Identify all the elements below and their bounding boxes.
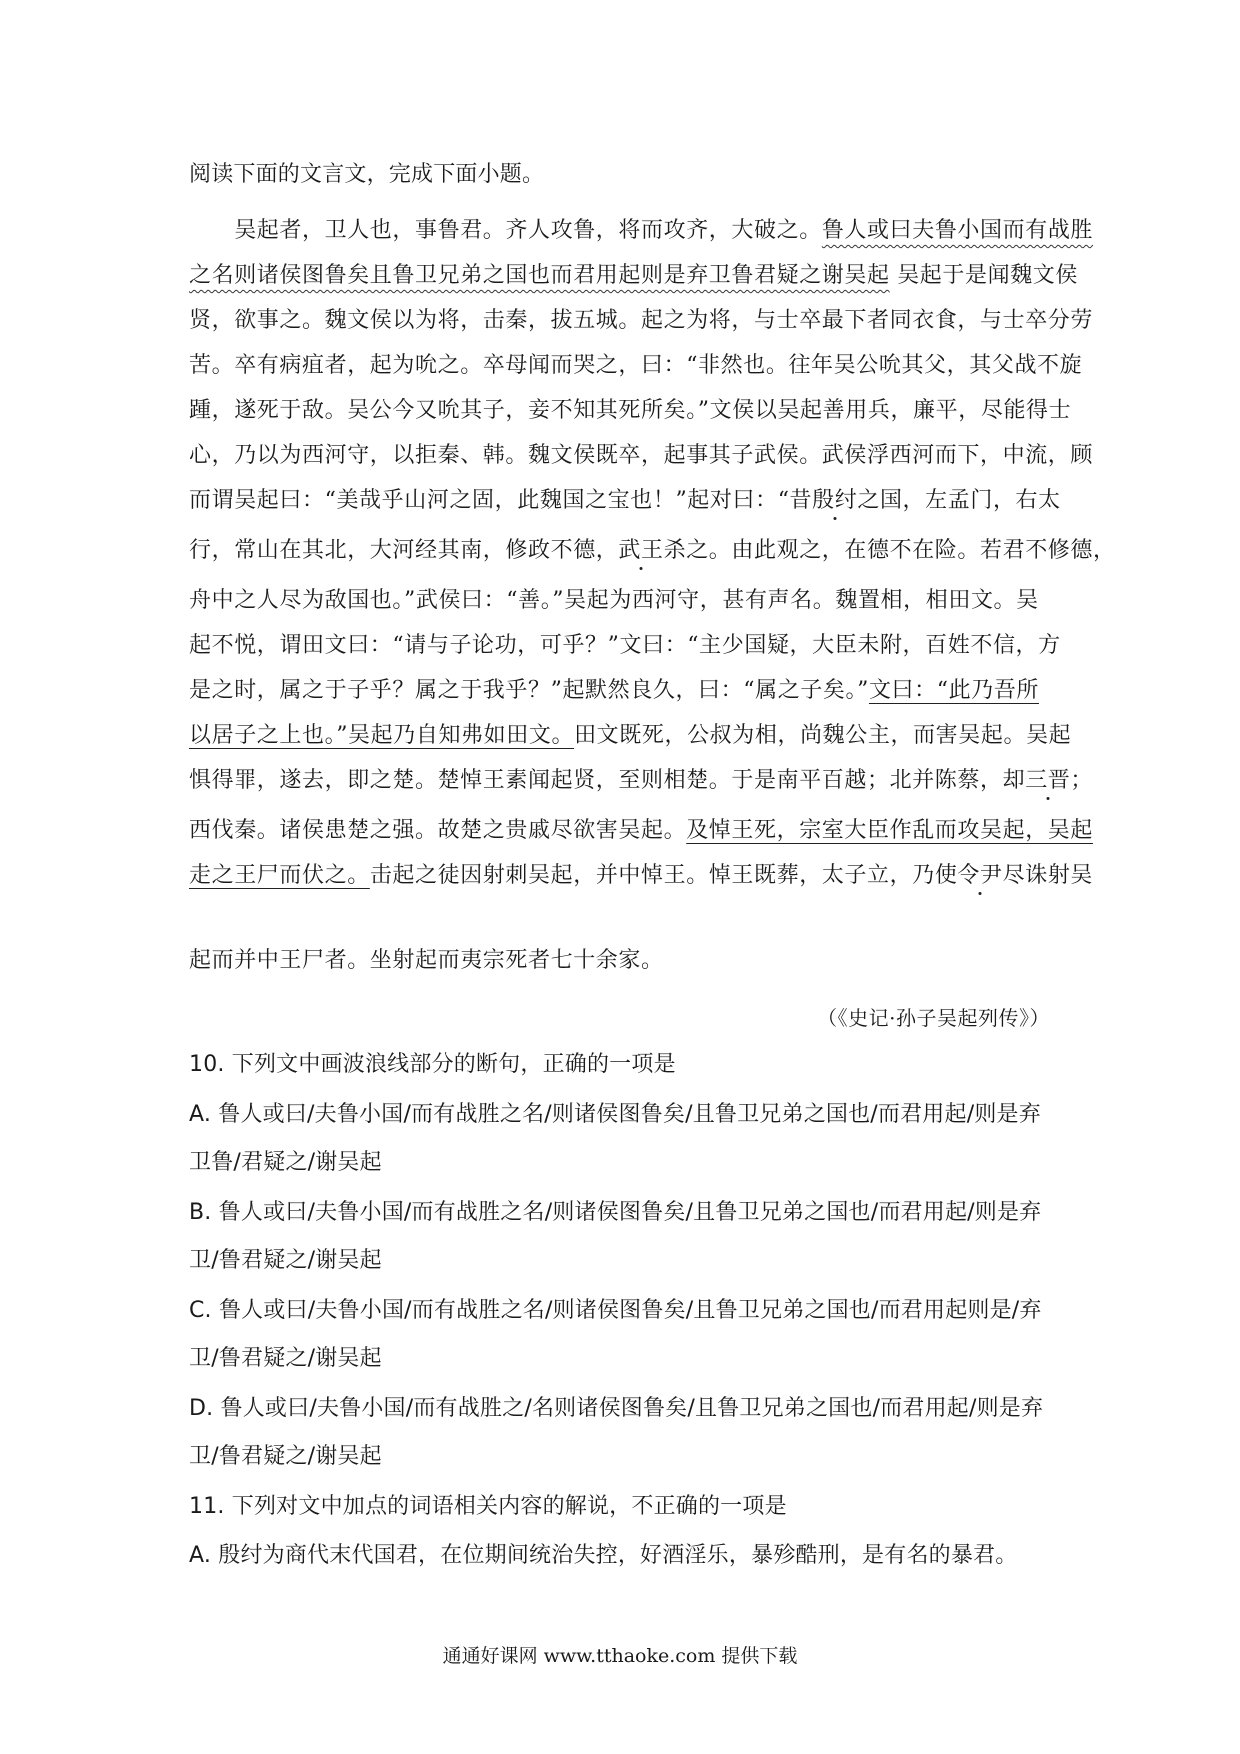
passage-line	[189, 261, 1078, 291]
passage-line: 起不悦，谓田文曰：“请与子论功，可乎？”文曰：“主少国疑，大臣未附，百姓不信，方	[189, 633, 1061, 658]
page-footer: 通通好课网 www.tthaoke.com 提供下载	[442, 1645, 798, 1667]
dotted-term: 令尹	[957, 863, 1003, 888]
passage-text: 惧得罪，遂去，即之楚。楚悼王素闻起贤，至则相楚。于是南平百越；北并陈蔡，却	[189, 768, 1026, 793]
passage-line: 舟中之人尽为敌国也。”武侯曰：“善。”吴起为西河守，甚有声名。魏置相，相田文。吴	[189, 588, 1039, 613]
option-c-continued: 卫/鲁君疑之/谢吴起	[189, 1346, 382, 1371]
passage-line	[189, 861, 1093, 891]
dotted-term: 武王	[618, 538, 664, 563]
underlined-sentence: 以居子之上也。”吴起乃自知弗如田文。	[189, 723, 575, 748]
dotted-term: 殷纣	[812, 488, 858, 513]
underlined-sentence: 及悼王死，宗室大臣作乱而攻吴起，吴起	[686, 818, 1094, 843]
passage-text: 吴起于是闻魏文侯	[889, 263, 1079, 288]
underlined-sentence: 文曰：“此乃吾所	[868, 678, 1040, 703]
passage-line	[189, 216, 1093, 246]
option-a: A. 殷纣为商代末代国君，在位期间统治失控，好酒淫乐，暴殄酷刑，是有名的暴君。	[189, 1543, 1018, 1568]
passage-line	[189, 816, 1093, 846]
option-d-continued: 卫/鲁君疑之/谢吴起	[189, 1444, 382, 1469]
question-stem: 11. 下列对文中加点的词语相关内容的解说，不正确的一项是	[189, 1494, 787, 1519]
passage-line	[189, 676, 1039, 706]
passage-text: 之国，左孟门，右太	[857, 488, 1061, 513]
wavy-underlined-text: 之名则诸侯图鲁矣且鲁卫兄弟之国也而君用起则是弃卫鲁君疑之谢吴起	[189, 263, 890, 288]
passage-text: 而谓吴起曰：“美哉乎山河之固，此魏国之宝也！”起对曰：“昔	[189, 488, 813, 513]
option-d: D. 鲁人或曰/夫鲁小国/而有战胜之/名则诸侯图鲁矣/且鲁卫兄弟之国也/而君用起/则是弃	[189, 1396, 1044, 1421]
passage-line	[189, 536, 1116, 566]
passage-line: 苦。卒有病疽者，起为吮之。卒母闻而哭之，曰：“非然也。往年吴公吮其父，其父战不旋	[189, 353, 1083, 378]
question-stem: 10. 下列文中画波浪线部分的断句，正确的一项是	[189, 1052, 676, 1077]
wavy-underlined-text: 鲁人或曰夫鲁小国而有战胜	[821, 218, 1094, 243]
passage-text: 杀之。由此观之，在德不在险。若君不修德，	[663, 538, 1116, 563]
source-citation: （《史记·孙子吴起列传》）	[817, 1006, 1050, 1030]
passage-text: 吴起者，卫人也，事鲁君。齐人攻鲁，将而攻齐，大破之。	[189, 218, 822, 243]
passage-text: 行，常山在其北，大河经其南，修政不德，	[189, 538, 619, 563]
passage-text: 田文既死，公叔为相，尚魏公主，而害吴起。吴起	[574, 723, 1072, 748]
option-a: A. 鲁人或曰/夫鲁小国/而有战胜之名/则诸侯图鲁矣/且鲁卫兄弟之国也/而君用起/则是弃	[189, 1102, 1041, 1127]
option-b-continued: 卫/鲁君疑之/谢吴起	[189, 1248, 382, 1273]
instruction-line: 阅读下面的文言文，完成下面小题。	[189, 162, 545, 187]
underlined-sentence: 走之王尸而伏之。	[189, 863, 370, 888]
passage-line: 起而并中王尸者。坐射起而夷宗死者七十余家。	[189, 948, 664, 973]
passage-text: 是之时，属之于子乎？属之于我乎？”起默然良久，曰：“属之子矣。”	[189, 678, 869, 703]
passage-line: 心，乃以为西河守，以拒秦、韩。魏文侯既卒，起事其子武侯。武侯浮西河而下，中流，顾	[189, 443, 1094, 468]
option-a-continued: 卫鲁/君疑之/谢吴起	[189, 1150, 382, 1175]
passage-line	[189, 766, 1093, 796]
passage-text: ；	[1070, 768, 1094, 793]
passage-line	[189, 486, 1061, 516]
option-c: C. 鲁人或曰/夫鲁小国/而有战胜之名/则诸侯图鲁矣/且鲁卫兄弟之国也/而君用起则是/弃	[189, 1298, 1042, 1323]
passage-text: 西伐秦。诸侯患楚之强。故楚之贵戚尽欲害吴起。	[189, 818, 687, 843]
dotted-term: 三晋	[1025, 768, 1071, 793]
option-b: B. 鲁人或曰/夫鲁小国/而有战胜之名/则诸侯图鲁矣/且鲁卫兄弟之国也/而君用起/则是弃	[189, 1200, 1042, 1225]
passage-line	[189, 721, 1071, 751]
passage-text: 尽诛射吴	[1002, 863, 1094, 888]
passage-line: 贤，欲事之。魏文侯以为将，击秦，拔五城。起之为将，与士卒最下者同衣食，与士卒分劳	[189, 308, 1094, 333]
passage-text: 击起之徒因射刺吴起，并中悼王。悼王既葬，太子立，乃使	[369, 863, 958, 888]
passage-line: 踵，遂死于敌。吴公今又吮其子，妾不知其死所矣。”文侯以吴起善用兵，廉平，尽能得士	[189, 398, 1072, 423]
